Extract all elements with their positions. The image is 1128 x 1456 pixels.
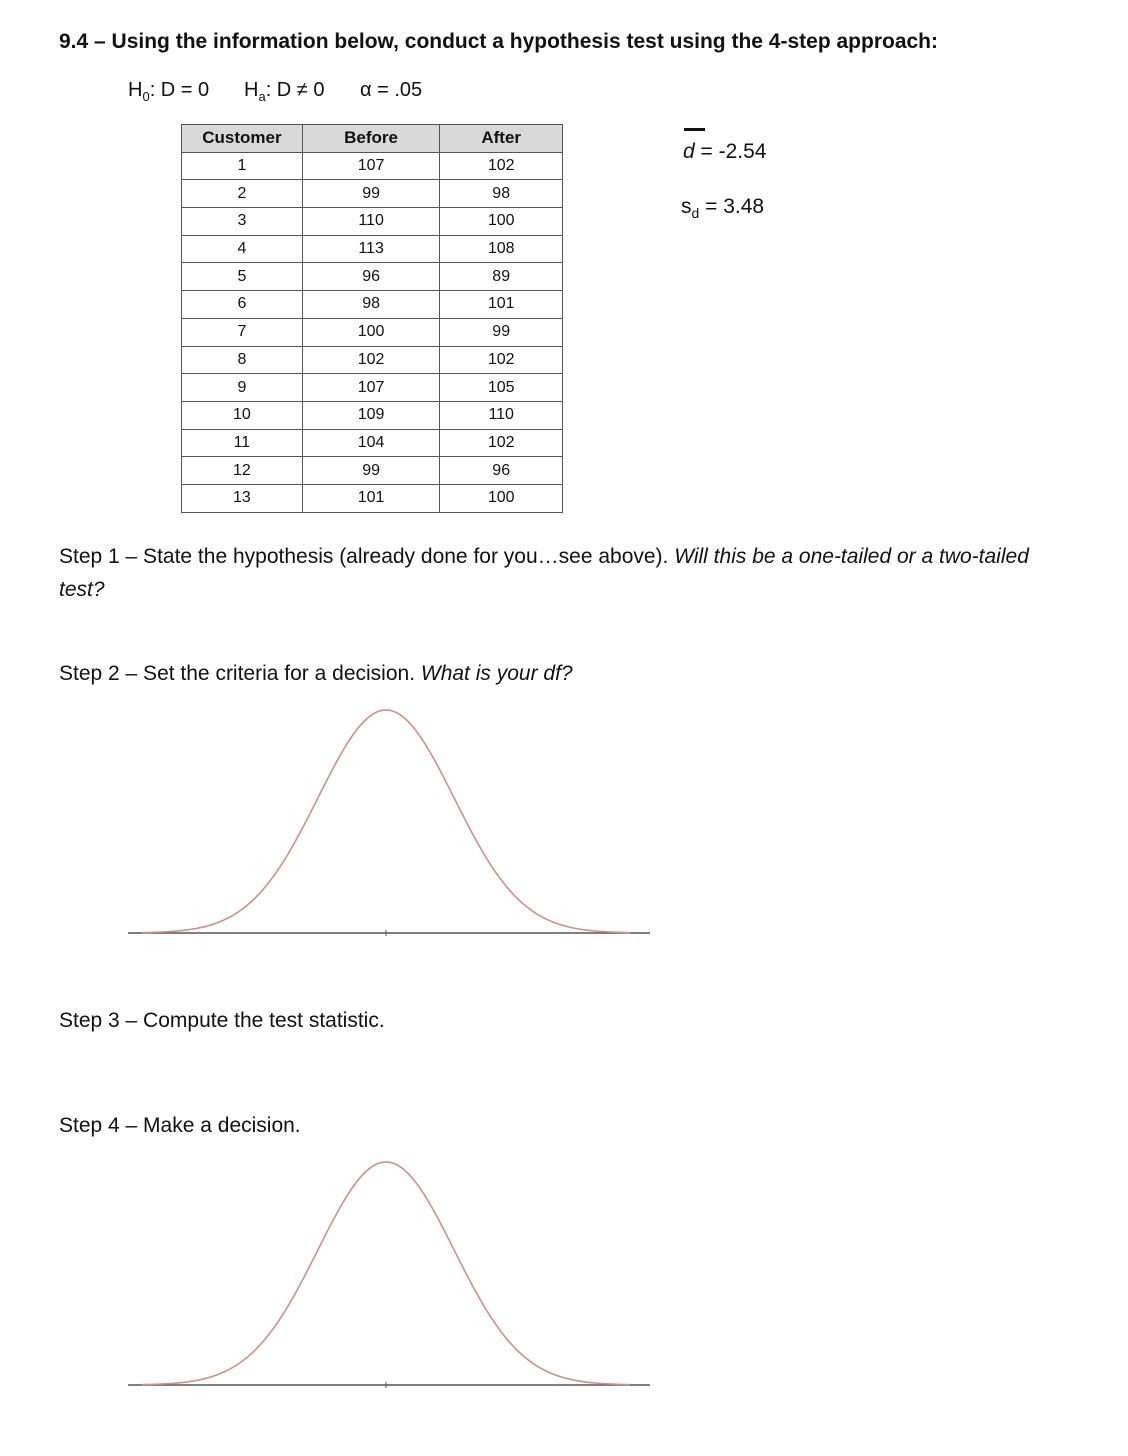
- after-cell: 100: [440, 484, 563, 512]
- column-header-customer: Customer: [182, 125, 303, 153]
- after-cell: 99: [440, 318, 563, 346]
- customer-cell: 12: [182, 457, 303, 485]
- problem-title: 9.4 – Using the information below, conduct a hypothesis test using the 4-step approach:: [59, 30, 939, 53]
- table-row: [182, 235, 563, 263]
- after-cell: 98: [440, 180, 563, 208]
- after-cell: 100: [440, 208, 563, 236]
- after-cell: 89: [440, 263, 563, 291]
- table-row: [182, 346, 563, 374]
- customer-cell: 3: [182, 208, 303, 236]
- after-cell: 108: [440, 235, 563, 263]
- alpha-level: α = .05: [360, 79, 423, 101]
- after-cell: 102: [440, 152, 563, 180]
- d-bar-overline: [684, 128, 705, 131]
- customer-cell: 2: [182, 180, 303, 208]
- sd-difference: $s_d = 3.48$: [681, 195, 765, 222]
- normal-curve-step4: [126, 1156, 652, 1392]
- table-row: [182, 291, 563, 319]
- customer-cell: 9: [182, 374, 303, 402]
- before-cell: 102: [302, 346, 440, 374]
- step-4: Step 4 – Make a decision.: [59, 1114, 301, 1137]
- customer-cell: 6: [182, 291, 303, 319]
- step-3: Step 3 – Compute the test statistic.: [59, 1009, 385, 1032]
- before-cell: 110: [302, 208, 440, 236]
- table-row: [182, 484, 563, 512]
- before-cell: 99: [302, 180, 440, 208]
- table-row: [182, 152, 563, 180]
- table-row: [182, 180, 563, 208]
- before-cell: 107: [302, 152, 440, 180]
- null-hypothesis: $H_0$: D = 0: [128, 79, 210, 104]
- before-cell: 99: [302, 457, 440, 485]
- step-1: Step 1 – State the hypothesis (already done for you…see above). Will this be a one-tailed or a two-tailed test?: [59, 545, 1029, 601]
- customer-cell: 10: [182, 401, 303, 429]
- bell-curve: [142, 1162, 630, 1385]
- bell-curve: [142, 710, 630, 933]
- table-row: [182, 263, 563, 291]
- customer-cell: 11: [182, 429, 303, 457]
- column-header-after: After: [440, 125, 563, 153]
- before-cell: 107: [302, 374, 440, 402]
- after-cell: 102: [440, 346, 563, 374]
- table-row: [182, 208, 563, 236]
- table-body: [182, 152, 563, 512]
- after-cell: 96: [440, 457, 563, 485]
- normal-curve-step2: [126, 704, 652, 940]
- before-after-table: [181, 124, 563, 513]
- table-row: [182, 401, 563, 429]
- after-cell: 101: [440, 291, 563, 319]
- mean-difference: d = -2.54: [683, 140, 767, 163]
- before-cell: 104: [302, 429, 440, 457]
- before-cell: 109: [302, 401, 440, 429]
- table-row: [182, 457, 563, 485]
- before-cell: 100: [302, 318, 440, 346]
- table-row: [182, 429, 563, 457]
- customer-cell: 4: [182, 235, 303, 263]
- before-cell: 98: [302, 291, 440, 319]
- customer-cell: 7: [182, 318, 303, 346]
- table-row: [182, 374, 563, 402]
- before-cell: 101: [302, 484, 440, 512]
- customer-cell: 13: [182, 484, 303, 512]
- after-cell: 102: [440, 429, 563, 457]
- after-cell: 110: [440, 401, 563, 429]
- table-header-row: [182, 125, 563, 153]
- column-header-before: Before: [302, 125, 440, 153]
- step-2: Step 2 – Set the criteria for a decision. What is your df?: [59, 662, 573, 685]
- before-cell: 113: [302, 235, 440, 263]
- alternative-hypothesis: $H_a$: D ≠ 0: [244, 79, 325, 104]
- customer-cell: 1: [182, 152, 303, 180]
- before-cell: 96: [302, 263, 440, 291]
- table-row: [182, 318, 563, 346]
- after-cell: 105: [440, 374, 563, 402]
- customer-cell: 5: [182, 263, 303, 291]
- customer-cell: 8: [182, 346, 303, 374]
